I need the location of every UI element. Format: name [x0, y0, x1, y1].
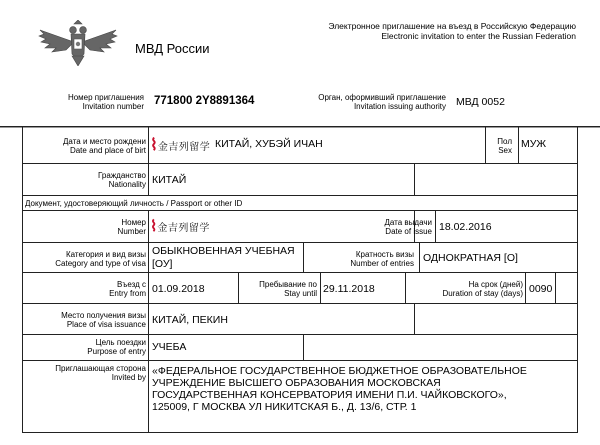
purpose-label-ru: Цель поездки [95, 338, 146, 347]
entries-label-ru: Кратность визы [355, 250, 414, 259]
header-title-en: Electronic invitation to enter the Russian Federation [381, 31, 576, 41]
inviter-line2: УЧРЕЖДЕНИЕ ВЫСШЕГО ОБРАЗОВАНИЯ МОСКОВСКАЯ [152, 377, 441, 389]
birth-label-ru: Дата и место рождени [63, 137, 146, 146]
nationality-value: КИТАЙ [152, 174, 187, 186]
doc-number-label-en: Number [117, 227, 146, 236]
stay-until-label-ru: Пребывание по [259, 280, 317, 289]
entry-from-value: 01.09.2018 [152, 283, 205, 295]
invitation-number-label-ru: Номер приглашения [67, 93, 144, 102]
issue-date-value: 18.02.2016 [439, 221, 492, 233]
issuing-authority-label-ru: Орган, оформивший приглашение [318, 93, 446, 102]
inviter-line4: 125009, Г МОСКВА УЛ НИКИТСКАЯ Б., Д. 13/6, СТР. 1 [152, 401, 417, 413]
birth-label-en: Date and place of birt [69, 146, 146, 155]
entries-label-en: Number of entries [350, 259, 414, 268]
doc-number-label-ru: Номер [121, 218, 146, 227]
document-section-header: Документ, удостоверяющий личность / Passport or other ID [25, 199, 243, 208]
watermark-logo-icon: ⌇ [150, 137, 158, 154]
nationality-label-ru: Гражданство [98, 171, 146, 180]
issue-date-label-en: Date of issue [385, 227, 432, 236]
visa-category-label-ru: Категория и вид визы [65, 250, 146, 259]
inviter-label-ru: Приглашающая сторона [55, 364, 146, 373]
issuing-authority-label-en: Invitation issuing authority [353, 102, 446, 111]
nationality-label-en: Nationality [108, 180, 146, 189]
header-title-ru: Электронное приглашение на въезд в Российскую Федерацию [328, 21, 576, 31]
emblem-icon [38, 20, 118, 66]
purpose-label-en: Purpose of entry [87, 347, 146, 356]
entries-value: ОДНОКРАТНАЯ [О] [423, 252, 518, 264]
stay-until-label-en: Stay until [284, 289, 317, 298]
sex-value: МУЖ [521, 138, 547, 150]
visa-category-value-line2: [ОУ] [152, 258, 173, 270]
duration-value: 0090 [529, 283, 553, 295]
birth-value: КИТАЙ, ХУБЭЙ ИЧАН [215, 138, 323, 150]
duration-label-en: Duration of stay (days) [442, 289, 523, 298]
watermark-text-2: 金吉列留学 [157, 222, 210, 234]
sex-label-en: Sex [498, 146, 512, 155]
visa-place-label-en: Place of visa issuance [66, 320, 146, 329]
visa-place-value: КИТАЙ, ПЕКИН [152, 314, 228, 326]
issuing-authority-value: МВД 0052 [456, 96, 505, 108]
visa-place-label-ru: Место получения визы [61, 311, 146, 320]
invitation-number-label-en: Invitation number [82, 102, 144, 111]
watermark-text: 金吉列留学 [157, 141, 211, 153]
invitation-number-value: 771800 2Y8891364 [154, 95, 255, 107]
visa-category-label-en: Category and type of visa [55, 259, 146, 268]
duration-label-ru: На срок (дней) [468, 280, 523, 289]
inviter-line3: ГОСУДАРСТВЕННАЯ КОНСЕРВАТОРИЯ ИМЕНИ П.И. ЧАЙКОВСКОГО», [152, 389, 507, 401]
watermark-logo-icon-2: ⌇ [150, 218, 158, 235]
entry-from-label-ru: Въезд с [117, 280, 146, 289]
inviter-line1: «ФЕДЕРАЛЬНОЕ ГОСУДАРСТВЕННОЕ БЮДЖЕТНОЕ ОБРАЗОВАТЕЛЬНОЕ [152, 365, 527, 377]
watermark-logo [150, 134, 210, 156]
stay-until-value: 29.11.2018 [323, 283, 375, 295]
watermark-logo-2 [150, 216, 210, 236]
issue-date-label-ru: Дата выдачи [384, 218, 432, 227]
visa-category-value-line1: ОБЫКНОВЕННАЯ УЧЕБНАЯ [152, 245, 295, 257]
ministry-name: МВД России [135, 41, 210, 56]
sex-label-ru: Пол [497, 137, 512, 146]
entry-from-label-en: Entry from [109, 289, 146, 298]
inviter-label-en: Invited by [111, 373, 146, 382]
purpose-value: УЧЕБА [152, 341, 187, 353]
